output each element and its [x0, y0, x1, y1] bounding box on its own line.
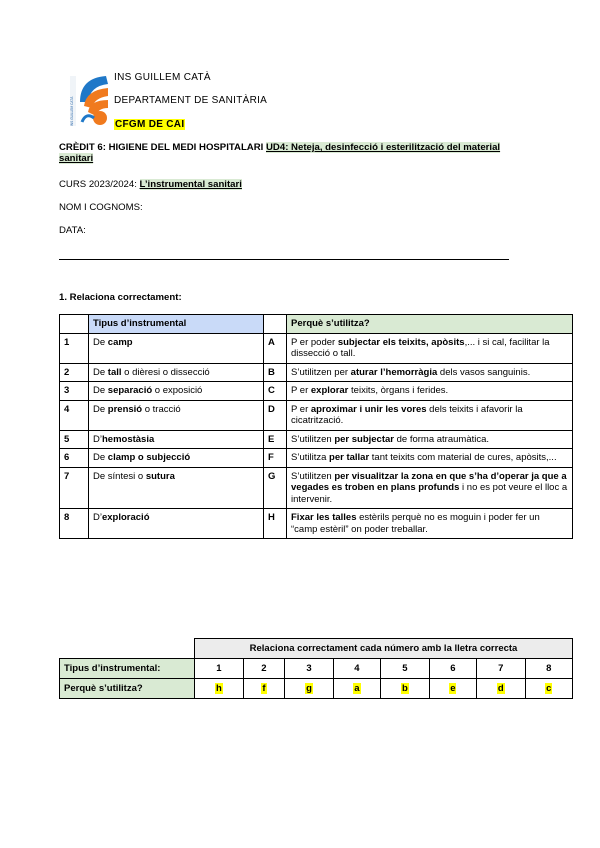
nom-label: NOM I COGNOMS:: [59, 202, 143, 213]
use-description: S’utilitzen per subjectar de forma atraumàtica.: [287, 430, 573, 449]
course-tag: [114, 119, 185, 130]
answer-letter-cell: [243, 679, 284, 699]
answer-heading: Relaciona correctament cada número amb la lletra correcta: [195, 639, 573, 659]
row-number: 8: [60, 509, 89, 539]
school-name: INS GUILLEM CATÀ: [114, 72, 211, 83]
answer-letter: b: [401, 683, 408, 694]
answer-number: 1: [195, 659, 244, 679]
row-letter: B: [264, 363, 287, 382]
numbers-row: [60, 659, 573, 679]
instrument-type: De separació o exposició: [89, 382, 264, 401]
answer-letter-cell: [333, 679, 380, 699]
answer-number: 5: [381, 659, 430, 679]
row-number: 2: [60, 363, 89, 382]
instrument-type: De prensió o tracció: [89, 400, 264, 430]
data-label: DATA:: [59, 225, 86, 236]
table-header-row: [60, 315, 573, 334]
credit-unit: UD4: Neteja, desinfecció i esterilització del material sanitari: [59, 142, 501, 164]
instrument-type: De camp: [89, 333, 264, 363]
answer-table: [59, 638, 573, 699]
instrument-type: De tall o dièresi o dissecció: [89, 363, 264, 382]
row-number: 1: [60, 333, 89, 363]
matching-table: [59, 314, 573, 539]
row-letter: G: [264, 467, 287, 509]
credit-prefix: CRÈDIT 6: HIGIENE DEL MEDI HOSPITALARI: [59, 142, 264, 153]
answer-letter-cell: [285, 679, 334, 699]
answer-letter: g: [306, 683, 312, 694]
row-letter: C: [264, 382, 287, 401]
row-number: 6: [60, 449, 89, 468]
table-row: [60, 509, 573, 539]
row-letter: H: [264, 509, 287, 539]
answer-number: 2: [243, 659, 284, 679]
header-perque: Perquè s’utilitza?: [287, 315, 573, 334]
answers-row: [60, 679, 573, 699]
row-letter: F: [264, 449, 287, 468]
use-description: P er explorar teixits, òrgans i ferides.: [287, 382, 573, 401]
curs-line: [59, 179, 242, 190]
answer-letter: a: [354, 683, 360, 694]
use-description: S’utilitzen per visualitzar la zona en que s’ha d’operar ja que a vegades es troben en plans profunds i no es pot veure el lloc a intervenir.: [287, 467, 573, 509]
row-number: 5: [60, 430, 89, 449]
answer-letter: d: [497, 683, 504, 694]
answer-blank-cell: [60, 639, 195, 659]
row-letter: E: [264, 430, 287, 449]
answer-number: 3: [285, 659, 334, 679]
answer-letter-cell: [525, 679, 572, 699]
answer-letter-cell: [381, 679, 430, 699]
instrument-type: De clamp o subjecció: [89, 449, 264, 468]
instrument-type: De síntesi o sutura: [89, 467, 264, 509]
row-number: 3: [60, 382, 89, 401]
answer-letter: h: [215, 683, 222, 694]
answer-heading-row: [60, 639, 573, 659]
answer-number: 8: [525, 659, 572, 679]
school-logo: [70, 72, 112, 130]
divider-line: [59, 259, 509, 260]
row-number: 7: [60, 467, 89, 509]
header-blank-cell: [60, 315, 89, 334]
answer-letter: c: [546, 683, 552, 694]
curs-title: L’instrumental sanitari: [139, 179, 242, 190]
department-name: DEPARTAMENT DE SANITÀRIA: [114, 95, 268, 106]
curs-prefix: CURS 2023/2024:: [59, 179, 137, 190]
answers-row-label: Perquè s’utilitza?: [60, 679, 195, 699]
table-row: [60, 449, 573, 468]
answer-number: 4: [333, 659, 380, 679]
answer-number: 6: [429, 659, 476, 679]
table-row: [60, 382, 573, 401]
use-description: P er aproximar i unir les vores dels teixits i afavorir la cicatrització.: [287, 400, 573, 430]
answer-number: 7: [476, 659, 525, 679]
table-row: [60, 400, 573, 430]
course-tag-text: CFGM DE CAI: [115, 119, 185, 130]
table-row: [60, 363, 573, 382]
section-title: 1. Relaciona correctament:: [59, 292, 182, 303]
row-letter: A: [264, 333, 287, 363]
answer-letter: e: [450, 683, 456, 694]
header-blank-cell-2: [264, 315, 287, 334]
answer-letter-cell: [476, 679, 525, 699]
credit-title: [59, 142, 529, 164]
table-row: [60, 333, 573, 363]
use-description: S’utilitza per tallar tant teixits com material de cures, apòsits,...: [287, 449, 573, 468]
instrument-type: D’exploració: [89, 509, 264, 539]
numbers-row-label: Tipus d’instrumental:: [60, 659, 195, 679]
table-row: [60, 430, 573, 449]
use-description: S’utilitzen per aturar l’hemorràgia dels vasos sanguinis.: [287, 363, 573, 382]
row-letter: D: [264, 400, 287, 430]
answer-letter-cell: [429, 679, 476, 699]
answer-letter-cell: [195, 679, 244, 699]
row-number: 4: [60, 400, 89, 430]
use-description: Fixar les talles estèrils perquè no es moguin i poder fer un “camp estèril” on poder treballar.: [287, 509, 573, 539]
use-description: P er poder subjectar els teixits, apòsits,... i si cal, facilitar la dissecció o tall.: [287, 333, 573, 363]
instrument-type: D’hemostàsia: [89, 430, 264, 449]
answer-letter: f: [262, 683, 266, 694]
header-tipus: Tipus d’instrumental: [89, 315, 264, 334]
svg-text:INS GUILLEM CATÀ: INS GUILLEM CATÀ: [70, 96, 74, 126]
table-row: [60, 467, 573, 509]
